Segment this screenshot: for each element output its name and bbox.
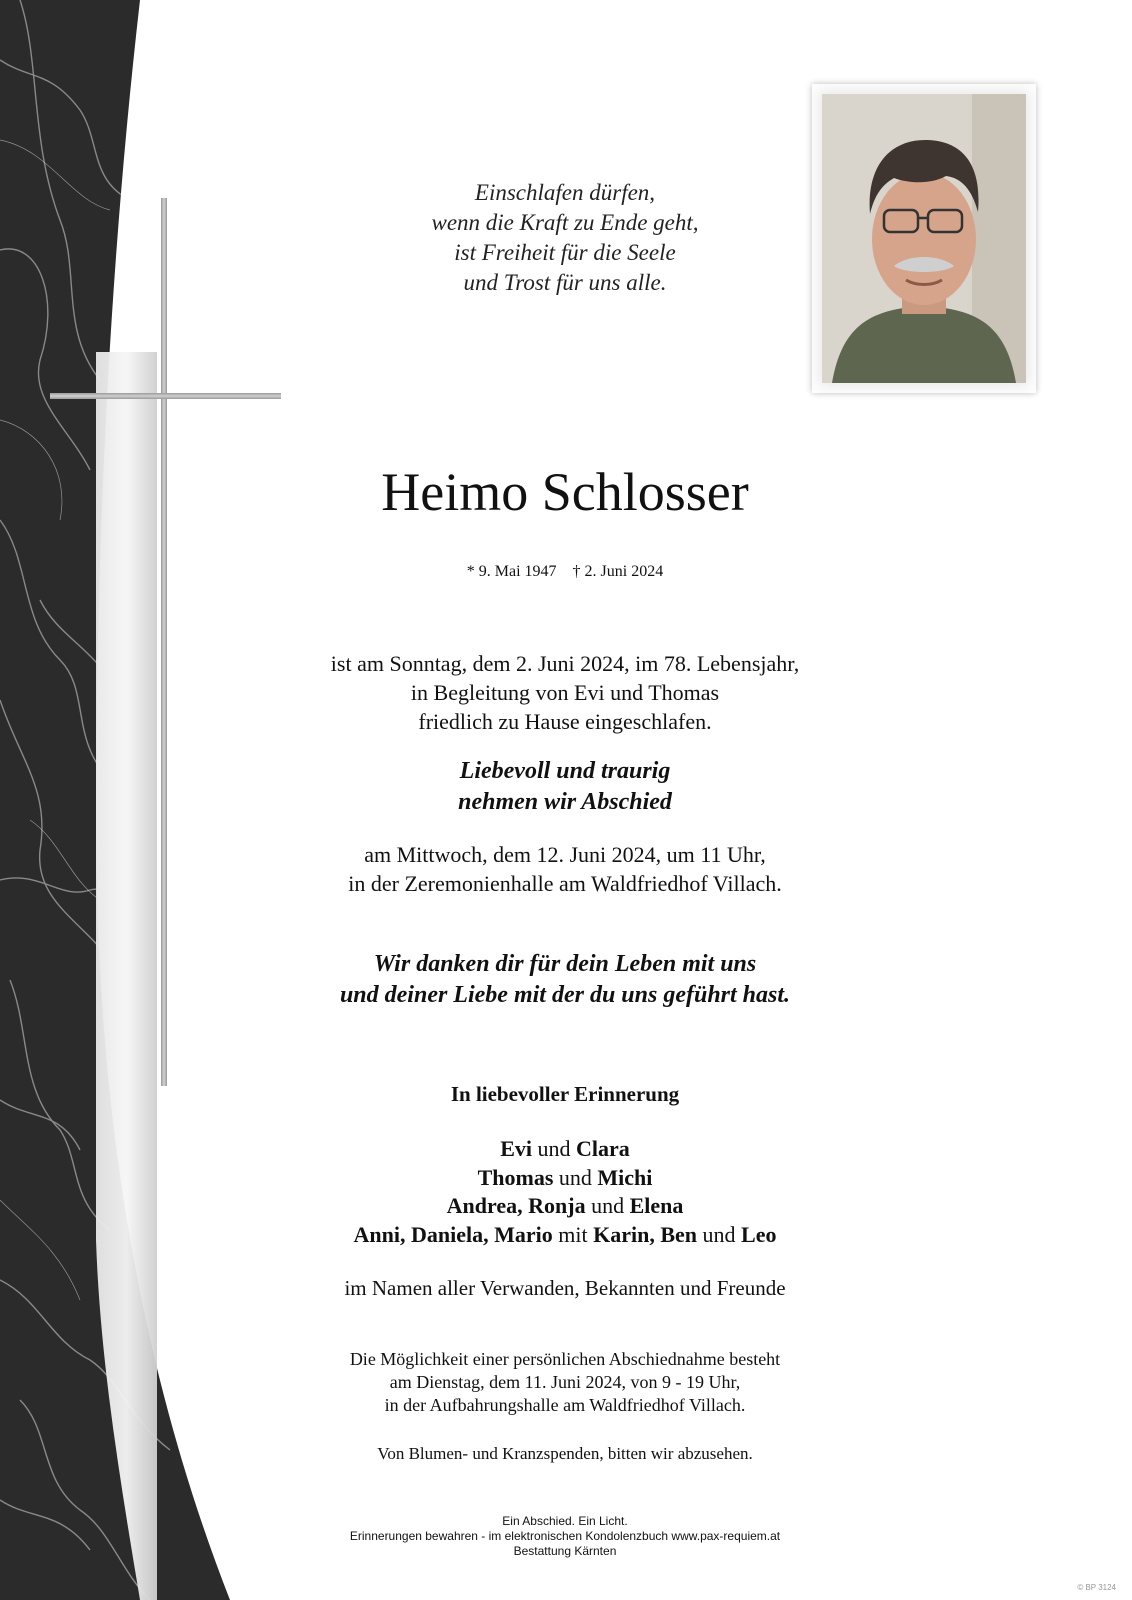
family-connector: und	[537, 1136, 571, 1161]
relatives-line: im Namen aller Verwanden, Bekannten und Freunde	[344, 1276, 786, 1300]
family-connector: und	[558, 1164, 592, 1190]
farewell-heading	[265, 756, 865, 818]
family-name: Anni, Daniela, Mario	[353, 1221, 553, 1247]
footer-line: Ein Abschied. Ein Licht.	[502, 1514, 628, 1528]
family-name: Evi	[500, 1136, 533, 1161]
family-name: Clara	[576, 1136, 630, 1161]
passing-line: ist am Sonntag, dem 2. Juni 2024, im 78. Lebensjahr,	[330, 651, 800, 676]
marble-side-panel	[0, 0, 240, 1600]
thanks-line: und deiner Liebe mit der du uns geführt hast.	[339, 982, 791, 1008]
passing-line: friedlich zu Hause eingeschlafen.	[418, 709, 712, 734]
farewell-line: nehmen wir Abschied	[458, 789, 672, 815]
flowers-note: Von Blumen- und Kranzspenden, bitten wir abzusehen.	[377, 1444, 753, 1463]
birth-date: * 9. Mai 1947	[466, 563, 557, 580]
family-name: Michi	[597, 1164, 653, 1190]
passing-notice	[265, 649, 865, 736]
deceased-name: Heimo Schlosser	[381, 462, 749, 522]
footer	[265, 1514, 865, 1559]
family-line	[265, 1164, 865, 1193]
family-connector: und	[591, 1193, 625, 1218]
footer-line: Erinnerungen bewahren - im elektronischen Kondolenzbuch www.pax-requiem.at	[349, 1529, 781, 1543]
viewing-line: in der Aufbahrungshalle am Waldfriedhof Villach.	[384, 1395, 746, 1415]
family-line	[265, 1135, 865, 1164]
family-name: Thomas	[477, 1164, 554, 1190]
passing-line: in Begleitung von Evi und Thomas	[410, 680, 720, 705]
death-date: † 2. Juni 2024	[572, 563, 664, 580]
family-list	[265, 1135, 865, 1249]
ceremony-line: am Mittwoch, dem 12. Juni 2024, um 11 Uhr,	[364, 842, 766, 867]
thanks-verse	[265, 949, 865, 1011]
ceremony-line: in der Zeremonienhalle am Waldfriedhof Villach.	[348, 871, 782, 896]
cross-horizontal-bar	[50, 393, 281, 399]
memory-heading: In liebevoller Erinnerung	[450, 1082, 680, 1106]
farewell-line: Liebevoll und traurig	[459, 758, 671, 784]
family-name: Andrea, Ronja	[446, 1193, 586, 1218]
cross-vertical-bar	[161, 198, 167, 1086]
viewing-line: Die Möglichkeit einer persönlichen Abschiednahme besteht	[349, 1349, 781, 1369]
family-line	[265, 1221, 865, 1250]
thanks-line: Wir danken dir für dein Leben mit uns	[373, 951, 757, 977]
viewing-line: am Dienstag, dem 11. Juni 2024, von 9 - 19 Uhr,	[389, 1372, 741, 1392]
footer-line: Bestattung Kärnten	[513, 1544, 617, 1558]
viewing-info	[265, 1348, 865, 1417]
family-name: Elena	[629, 1193, 684, 1218]
copyright-mark: © BP 3124	[1077, 1583, 1116, 1592]
family-name: Karin, Ben	[593, 1221, 698, 1247]
motto-line: und Trost für uns alle.	[463, 270, 667, 295]
life-dates	[265, 562, 865, 582]
family-line	[265, 1192, 865, 1221]
motto-line: ist Freiheit für die Seele	[454, 240, 676, 265]
motto-line: wenn die Kraft zu Ende geht,	[431, 210, 699, 235]
ceremony-info	[265, 840, 865, 898]
family-name: Leo	[741, 1221, 777, 1247]
motto-line: Einschlafen dürfen,	[474, 180, 656, 205]
motto-verse	[265, 178, 865, 298]
family-connector: und	[702, 1221, 736, 1247]
family-connector: mit	[558, 1221, 588, 1247]
